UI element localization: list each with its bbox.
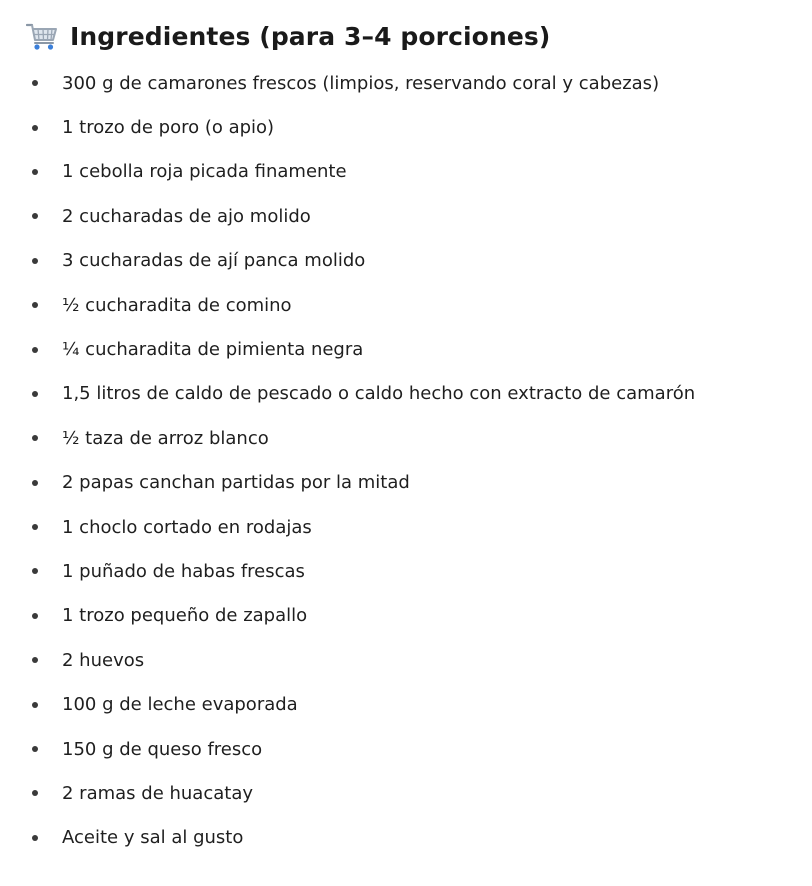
ingredient-text: 1,5 litros de caldo de pescado o caldo hecho con extracto de camarón <box>62 383 696 405</box>
ingredient-text: 2 papas canchan partidas por la mitad <box>62 472 410 494</box>
ingredient-item <box>0 549 812 593</box>
ingredient-text: ¼ cucharadita de pimienta negra <box>62 339 364 361</box>
shopping-cart-icon <box>26 21 58 51</box>
ingredient-item <box>0 816 812 860</box>
bullet-icon <box>32 702 38 708</box>
bullet-icon <box>32 835 38 841</box>
bullet-icon <box>32 613 38 619</box>
ingredient-item <box>0 372 812 416</box>
bullet-icon <box>32 213 38 219</box>
ingredient-text: 1 cebolla roja picada finamente <box>62 161 347 183</box>
ingredient-text: 150 g de queso fresco <box>62 738 263 760</box>
bullet-icon <box>32 480 38 486</box>
bullet-icon <box>32 746 38 752</box>
ingredient-text: 2 huevos <box>62 649 145 671</box>
ingredient-item <box>0 505 812 549</box>
ingredient-text: 1 puñado de habas frescas <box>62 560 305 582</box>
ingredient-item <box>0 727 812 771</box>
bullet-icon <box>32 347 38 353</box>
bullet-icon <box>32 80 38 86</box>
bullet-icon <box>32 258 38 264</box>
ingredient-item <box>0 61 812 105</box>
ingredient-text: ½ cucharadita de comino <box>62 294 292 316</box>
bullet-icon <box>32 435 38 441</box>
ingredient-item <box>0 239 812 283</box>
ingredient-item <box>0 283 812 327</box>
ingredient-text: 1 trozo pequeño de zapallo <box>62 605 308 627</box>
ingredient-text: 3 cucharadas de ají panca molido <box>62 250 366 272</box>
ingredient-text: 1 trozo de poro (o apio) <box>62 117 275 139</box>
ingredient-text: Aceite y sal al gusto <box>62 827 244 849</box>
ingredients-title: Ingredientes (para 3–4 porciones) <box>70 21 551 51</box>
bullet-icon <box>32 568 38 574</box>
ingredients-heading <box>26 14 812 58</box>
ingredient-item <box>0 638 812 682</box>
ingredient-text: 2 ramas de huacatay <box>62 782 254 804</box>
ingredient-text: ½ taza de arroz blanco <box>62 427 269 449</box>
ingredient-item <box>0 682 812 726</box>
ingredient-item <box>0 594 812 638</box>
ingredient-item <box>0 771 812 815</box>
bullet-icon <box>32 169 38 175</box>
bullet-icon <box>32 790 38 796</box>
bullet-icon <box>32 302 38 308</box>
ingredient-item <box>0 327 812 371</box>
ingredient-item <box>0 416 812 460</box>
ingredient-item <box>0 150 812 194</box>
bullet-icon <box>32 125 38 131</box>
ingredient-text: 100 g de leche evaporada <box>62 694 298 716</box>
bullet-icon <box>32 524 38 530</box>
ingredient-item <box>0 105 812 149</box>
ingredient-text: 1 choclo cortado en rodajas <box>62 516 312 538</box>
ingredient-text: 2 cucharadas de ajo molido <box>62 205 311 227</box>
bullet-icon <box>32 657 38 663</box>
bullet-icon <box>32 391 38 397</box>
ingredients-list <box>0 61 812 860</box>
ingredient-item <box>0 461 812 505</box>
ingredient-text: 300 g de camarones frescos (limpios, reservando coral y cabezas) <box>62 72 660 94</box>
ingredient-item <box>0 194 812 238</box>
